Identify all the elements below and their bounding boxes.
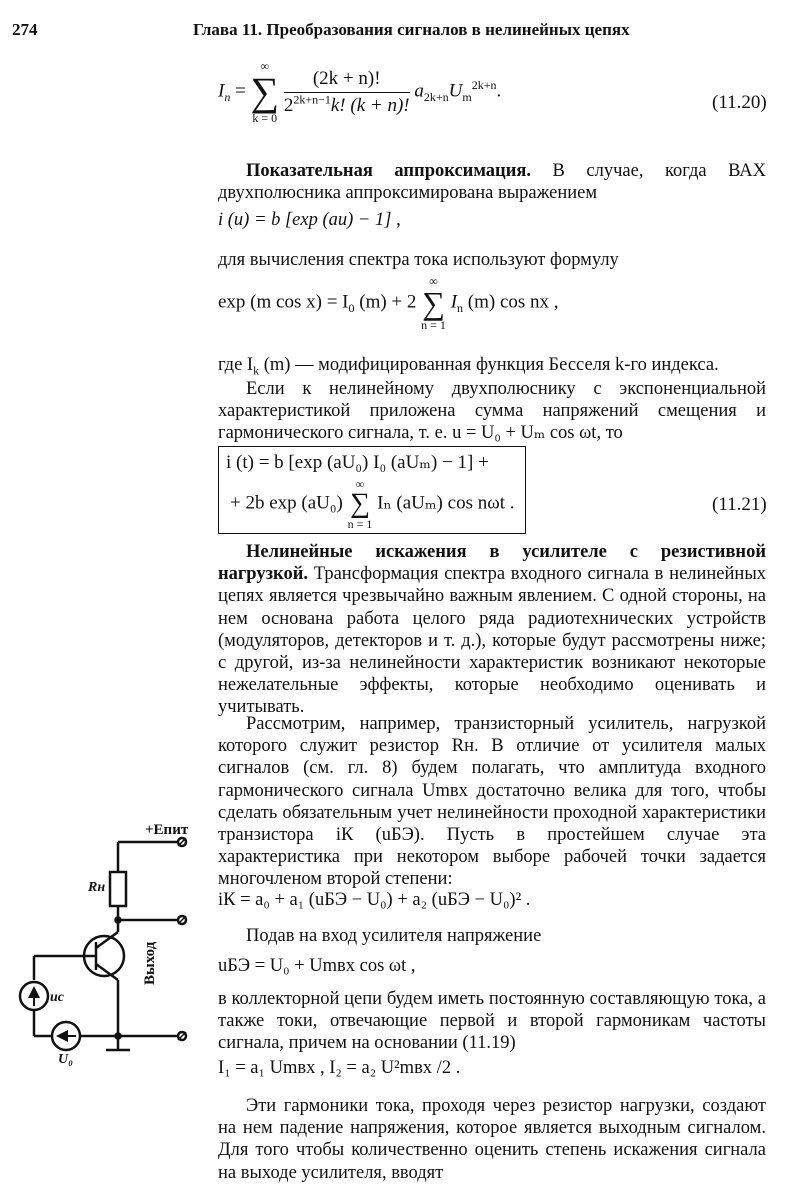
paragraph-harmonics: Эти гармоники тока, проходя через резистор нагрузки, создают на нем падение напряжения, которое является выходным сигналом. Для того чтобы количественно оценить степень искажения сигнала на выходе усилителя, вводят	[218, 1096, 766, 1183]
supply-label: +Eпит	[145, 822, 189, 838]
resistor-rn	[110, 872, 126, 906]
equation-i1-i2: I₁ = a₁ Umвх , I₂ = a₂ U²mвх /2 .	[218, 1058, 461, 1078]
paragraph-transistor-amp: Рассмотрим, например, транзисторный усилитель, нагрузкой которого служит резистор Rн. В отличие от усилителя малых сигналов (см. гл. 8) будем полагать, что амплитуда входного гармонического сигнала Umвх достаточно велика для того, чтобы сделать обязательным учет нелинейности проходной характеристики транзистора iК (uБЭ). Пусть в простейшем случае эта характеристика при некотором выборе рабочей точки задается многочленом второй степени:	[218, 714, 766, 890]
equation-number-11-21: (11.21)	[712, 494, 767, 515]
equation-11-21-line2: + 2b exp (aU₀) ∞ ∑ n = 1 Iₙ (aUₘ) cos nωt .	[230, 477, 515, 531]
equation-iu: i (u) = b [exp (au) − 1] ,	[218, 210, 401, 230]
page-number: 274	[12, 20, 38, 39]
section-heading: Нелинейные искажения в усилителе с резистивной нагрузкой.	[218, 542, 766, 585]
equation-ik: iК = a₀ + a₁ (uБЭ − U₀) + a₂ (uБЭ − U₀)² .	[218, 890, 531, 910]
paragraph-exponential: Если к нелинейному двухполюснику с экспоненциальной характеристикой приложена сумма напряжений смещения и гармонического сигнала, т. е. u = U₀ + Uₘ cos ωt, то	[218, 379, 766, 444]
summation-symbol: ∞ ∑ n = 1	[347, 477, 373, 531]
summation-symbol: ∞ ∑ n = 1	[421, 274, 446, 332]
equation-ube: uБЭ = U₀ + Umвх cos ωt ,	[218, 956, 416, 976]
equation-number-11-20: (11.20)	[712, 92, 767, 113]
text-bessel: где $I_k$ (m) — модифицированная функция Бесселя k-го индекса.	[218, 355, 719, 378]
paragraph-exp-approx: Показательная аппроксимация. В случае, когда ВАХ двухполюсника аппроксимирована выражением	[218, 161, 766, 204]
chapter-title: Глава 11. Преобразования сигналов в нелинейных цепях	[193, 20, 630, 39]
bias-label: U₀	[58, 1052, 73, 1067]
paragraph-collector: в коллекторной цепи будем иметь постоянную составляющую тока, а также токи, отвечающие первой и второй гармоникам частоты сигнала, причем на основании (11.19)	[218, 989, 766, 1054]
text-input-voltage: Подав на вход усилителя напряжение	[246, 926, 542, 946]
equation-11-20: $I_n$ = ∞ ∑ k = 0 $\frac{(2k + n)!}{2^{2k+n-1}k! (k + n)!}$ $a_{2k+n}U_m^{2k+n}$.	[218, 59, 502, 125]
summation-symbol: ∞ ∑ k = 0	[250, 59, 280, 125]
amplifier-circuit-diagram	[10, 820, 210, 1080]
equation-exp-series: exp (m $\cos x) = I_0$ (m) + 2 ∞ ∑ n = 1 $I_n$ (m) cos nx ,	[218, 274, 559, 332]
source-label: uс	[50, 990, 64, 1005]
output-label: Выход	[142, 941, 158, 985]
text-formula: для вычисления спектра тока используют формулу	[218, 250, 619, 270]
equation-11-21-line1: i (t) = b [exp (aU₀) I₀ (aUₘ) − 1] +	[226, 452, 489, 473]
resistor-label: Rн	[88, 880, 106, 895]
section-heading: Показательная аппроксимация.	[246, 161, 531, 181]
fraction: $\frac{(2k + n)!}{2^{2k+n-1}k! (k + n)!}$	[283, 67, 410, 116]
paragraph-nonlinear-distortion: Нелинейные искажения в усилителе с резистивной нагрузкой. Трансформация спектра входного сигнала в нелинейных цепях является чрезвычайно важным явлением. С одной стороны, на нем основана работа целого ряда радиотехнических устройств (модуляторов, детекторов и т. д.), которые будут рассмотрены ниже; с другой, из-за нелинейности характеристик возникают некоторые нежелательные эффекты, которые необходимо оценивать и учитывать.	[218, 542, 766, 718]
